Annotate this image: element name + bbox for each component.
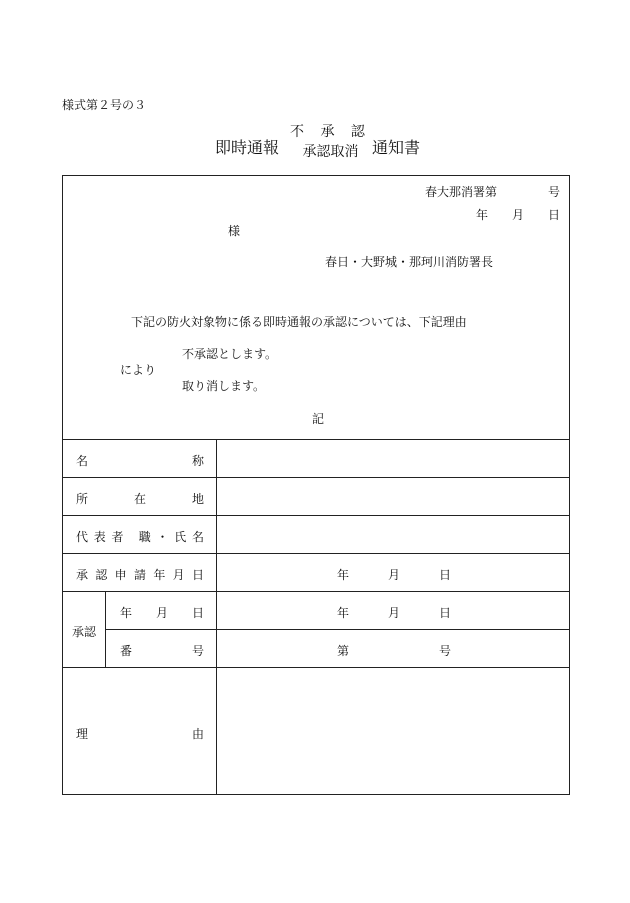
title-options [290, 122, 371, 162]
label-approval-date: 年 月 日 [120, 606, 204, 620]
label-name: 名 称 [76, 454, 204, 468]
value-application-date[interactable]: 年 月 日 [337, 568, 451, 582]
label-approval-number: 番 号 [120, 644, 204, 658]
body-reason-connector: により [120, 363, 157, 377]
label-reason: 理 由 [76, 727, 204, 741]
title-right: 通知書 [372, 138, 421, 157]
label-representative: 代 表 者 職 ・ 氏 名 [76, 530, 204, 544]
form-number: 様式第２号の３ [62, 98, 147, 112]
header-date-month: 月 [512, 208, 525, 222]
body-option-cancel: 取り消します。 [182, 379, 266, 393]
value-reason[interactable] [217, 668, 569, 794]
header-date-year: 年 [476, 208, 489, 222]
label-approval: 承認 [72, 625, 97, 639]
row-rule-3 [62, 553, 570, 554]
body-option-reject: 不承認とします。 [182, 347, 278, 361]
body-main-text: 下記の防火対象物に係る即時通報の承認については、下記理由 [131, 315, 467, 329]
addressee-suffix: 様 [228, 224, 241, 238]
value-approval-number[interactable]: 第 号 [337, 644, 451, 658]
column-rule-approval [105, 591, 106, 667]
office-number-suffix: 号 [548, 185, 561, 199]
label-location: 所 在 地 [76, 492, 204, 506]
row-rule-5 [105, 629, 570, 630]
title-left: 即時通報 [215, 138, 280, 157]
title-option-cancel: 承認取消 [302, 144, 359, 160]
header-date-day: 日 [548, 208, 561, 222]
value-name[interactable] [217, 440, 569, 477]
label-application-date: 承 認 申 請 年 月 日 [76, 568, 204, 582]
row-rule-4 [62, 591, 570, 592]
ki-mark: 記 [312, 412, 325, 426]
issuer-name: 春日・大野城・那珂川消防署長 [325, 255, 494, 269]
value-approval-date[interactable]: 年 月 日 [337, 606, 451, 620]
value-representative[interactable] [217, 516, 569, 553]
office-number-prefix: 春大那消署第 [425, 185, 498, 199]
value-location[interactable] [217, 478, 569, 515]
title-option-reject: 不 承 認 [290, 124, 371, 140]
